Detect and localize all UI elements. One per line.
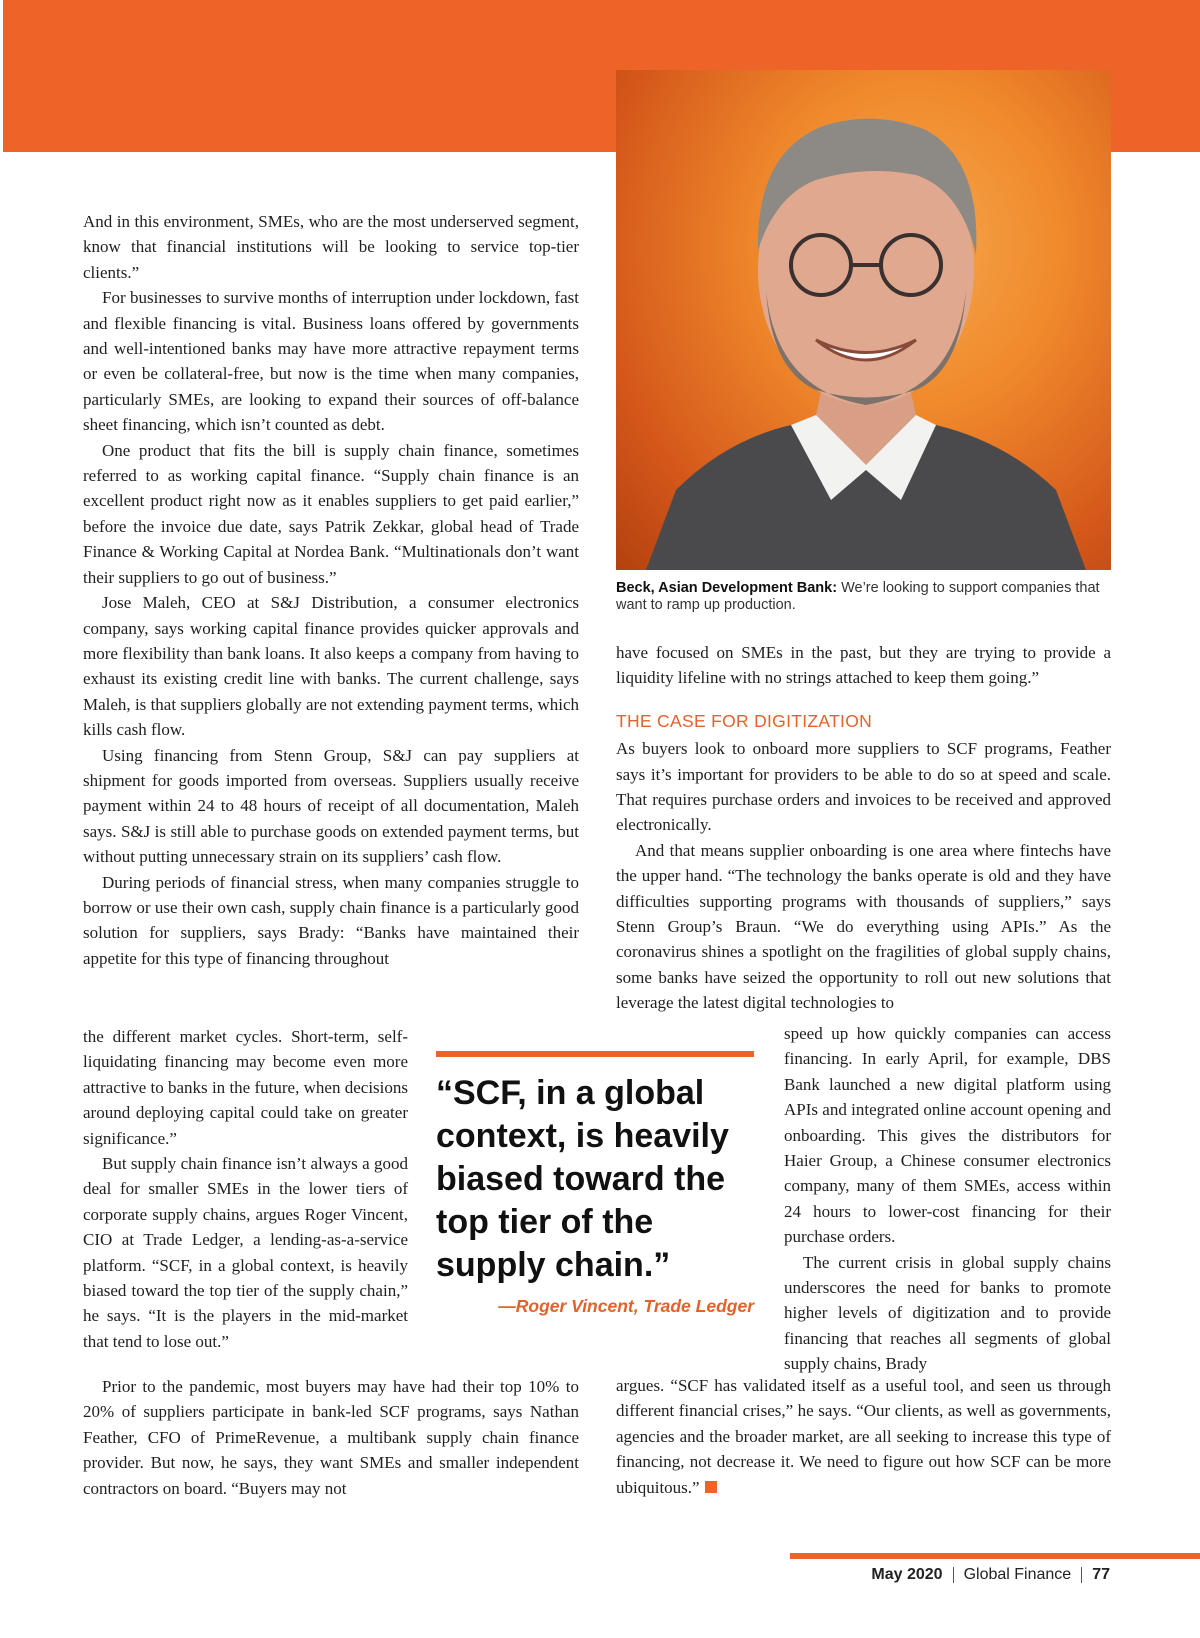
paragraph: But supply chain finance isn’t always a good deal for smaller SMEs in the lower tiers of corporate supply chains, argues Roger Vincent, CIO at Trade Ledger, a lending-as-a-service platform. “SCF, in a global context, is heavily biased toward the top tier of the supply chain,” he says. “It is the players in the mid-market that tend to lose out.” [83,1154,408,1351]
photo-caption [616,580,1111,614]
paragraph: the different market cycles. Short-term, self-liquidating financing may become even more attractive to banks in the future, when decisions around deploying capital could take on greater significance.” [83,1027,408,1148]
paragraph: speed up how quickly companies can access financing. In early April, for example, DBS Bank launched a new digital platform using APIs and integrated online account opening and onboarding. This gives the distributors for Haier Group, a Chinese consumer electronics company, many of them SMEs, access within 24 hours to lower-cost financing for their purchase orders. [784,1024,1111,1247]
paragraph: One product that fits the bill is supply chain finance, sometimes referred to as working capital finance. “Supply chain finance is an excellent product right now as it enables suppliers to get paid earlier,” before the invoice due date, says Patrik Zekkar, global head of Trade Finance & Working Capital at Nordea Bank. “Multinationals don’t want their suppliers to go out of business.” [83,440,579,587]
caption-speaker: Beck, Asian Development Bank: [616,580,838,596]
page-edge [0,0,3,200]
right-bottom-column [616,1373,1111,1500]
footer-separator [953,1567,954,1583]
paragraph: As buyers look to onboard more suppliers to SCF programs, Feather says it’s important for providers to be able to do so at speed and scale. That requires purchase orders and invoices to be received and approved electronically. [616,739,1111,835]
section-subhead: THE CASE FOR DIGITIZATION [616,710,873,731]
end-mark-icon [705,1481,717,1493]
pull-quote: “SCF, in a global context, is heavily biased toward the top tier of the supply chain.” [436,1074,729,1284]
footer-date: May 2020 [871,1566,943,1583]
paragraph: Jose Maleh, CEO at S&J Distribution, a consumer electronics company, says working capital finance provides quicker approvals and more flexibility than bank loans. It also keeps a company from having to exhaust its existing credit line with banks. The current challenge, says Maleh, is that suppliers globally are not extending payment terms, which kills cash flow. [83,593,579,740]
footer-publication: Global Finance [963,1566,1072,1583]
paragraph: And that means supplier onboarding is one area where fintechs have the upper hand. “The technology the banks operate is old and they have difficulties supporting programs with thousands of suppliers,” says Stenn Group’s Braun. “We do everything using APIs.” As the coronavirus shines a spotlight on the fragilities of global supply chains, some banks have seized the opportunity to roll out new solutions that leverage the latest digital technologies to [616,840,1111,1013]
paragraph: Prior to the pandemic, most buyers may have had their top 10% to 20% of suppliers participate in bank-led SCF programs, says Nathan Feather, CFO of PrimeRevenue, a multibank supply chain finance provider. But now, he says, they want SMEs and smaller independent contractors on board. “Buyers may not [83,1377,579,1498]
paragraph [616,1373,1111,1500]
pull-quote-attribution: —Roger Vincent, Trade Ledger [498,1296,754,1316]
pull-quote-rule [436,1051,754,1057]
right-column [616,640,1111,1016]
left-narrow-column [83,1024,408,1354]
left-bottom-column [83,1374,579,1501]
page-number: 77 [1092,1566,1110,1583]
page-footer [871,1566,1110,1584]
paragraph: During periods of financial stress, when many companies struggle to borrow or use their own cash, supply chain finance is a particularly good solution for suppliers, says Brady: “Banks have maintained their appetite for this type of financing throughout [83,872,579,968]
portrait-photo [616,70,1111,570]
paragraph: Using financing from Stenn Group, S&J can pay suppliers at shipment for goods imported from overseas. Suppliers usually receive payment within 24 to 48 hours of receipt of all documentation, Maleh says. S&J is still able to purchase goods on extended payment terms, but without putting unnecessary strain on its suppliers’ cash flow. [83,745,579,867]
left-column [83,209,579,971]
portrait-illustration [616,70,1111,570]
paragraph: have focused on SMEs in the past, but they are trying to provide a liquidity lifeline with no strings attached to keep them going.” [616,643,1111,688]
footer-separator [1081,1567,1082,1583]
right-narrow-column [784,1021,1111,1377]
caption-text: We’re looking to support companies that want to ramp up production. [616,580,1100,613]
footer-rule [790,1553,1200,1559]
paragraph-text: argues. “SCF has validated itself as a useful tool, and seen us through different financial crises,” he says. “Our clients, as well as governments, agencies and the broader market, are all seeking to increase this type of financing, not decrease it. We need to figure out how SCF can be more ubiquitous.” [616,1376,1111,1497]
paragraph: For businesses to survive months of interruption under lockdown, fast and flexible financing is vital. Business loans offered by governments and well-intentioned banks may have more attractive repayment terms or even be collateral-free, but now is the time when many companies, particularly SMEs, are looking to expand their sources of off-balance sheet financing, which isn’t counted as debt. [83,288,579,435]
paragraph: The current crisis in global supply chains underscores the need for banks to promote higher levels of digitization and to provide financing that reaches all segments of global supply chains, Brady [784,1252,1111,1374]
paragraph: And in this environment, SMEs, who are the most underserved segment, know that financial institutions will be looking to service top-tier clients.” [83,212,579,282]
